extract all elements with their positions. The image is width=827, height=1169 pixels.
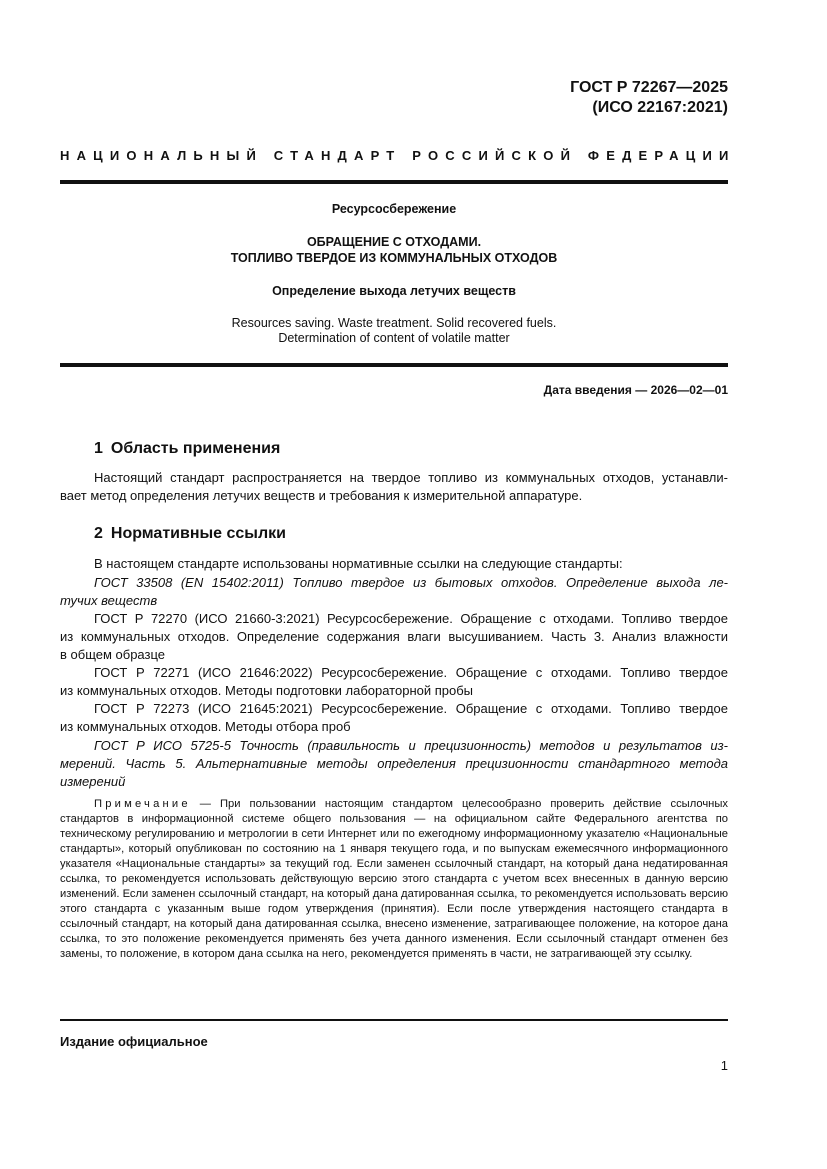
page-number: 1 xyxy=(720,1058,728,1073)
section-1-line2: вает метод определения летучих веществ и требования к измерительной аппаратуре. xyxy=(60,488,583,503)
title-english xyxy=(60,316,728,346)
reference-line: ГОСТ Р 72270 (ИСО 21660-3:2021) Ресурсосбережение. Обращение с отходами. Топливо твердое xyxy=(94,611,728,626)
reference-line: мерений. Часть 5. Альтернативные методы определения прецизионности стандартного метода xyxy=(60,756,728,771)
title-main-line2: ТОПЛИВО ТВЕРДОЕ ИЗ КОММУНАЛЬНЫХ ОТХОДОВ xyxy=(230,251,558,265)
title-subtitle: Определение выхода летучих веществ xyxy=(272,284,516,298)
title-english-line1: Resources saving. Waste treatment. Solid recovered fuels. xyxy=(231,316,557,330)
designation-gost: ГОСТ Р 72267—2025 xyxy=(570,79,728,96)
title-rule xyxy=(60,363,728,367)
reference-item xyxy=(60,574,728,610)
reference-line: в общем образце xyxy=(60,647,166,662)
section-2-number: 2 xyxy=(94,525,103,542)
section-1-line1: Настоящий стандарт распространяется на твердое топливо из коммунальных отходов, устанавли- xyxy=(94,470,728,485)
reference-line: ГОСТ Р 72271 (ИСО 21646:2022) Ресурсосбережение. Обращение с отходами. Топливо твердое xyxy=(94,665,728,680)
introduction-date: Дата введения — 2026—02—01 xyxy=(543,383,728,397)
note-label: Примечание xyxy=(94,798,191,810)
reference-line: из коммунальных отходов. Определение содержания влаги высушиванием. Часть 3. Анализ влажности xyxy=(60,629,728,644)
section-1-title: Область применения xyxy=(110,440,281,457)
section-1-number: 1 xyxy=(94,440,103,457)
designation-iso: (ИСО 22167:2021) xyxy=(592,99,728,116)
reference-line: ГОСТ Р 72273 (ИСО 21645:2021) Ресурсосбережение. Обращение с отходами. Топливо твердое xyxy=(94,701,728,716)
reference-line: тучих веществ xyxy=(60,593,158,608)
section-1-heading xyxy=(94,440,280,458)
official-edition-label: Издание официальное xyxy=(60,1034,208,1049)
section-2-intro: В настоящем стандарте использованы нормативные ссылки на следующие стандарты: xyxy=(94,556,623,571)
reference-item xyxy=(60,737,728,791)
note-text: — При пользовании настоящим стандартом целесообразно проверить действие ссылочных стандартов в информационной системе общего пользования — на официальном сайте Федерального агентства по техническому регулированию и метрологии в сети Интернет или по ежегодному информационному указателю «Национальные стандарты», который опубликован по состоянию на 1 января текущего года, и по выпускам ежемесячного информационного указателя «Национальные стандарты» за текущий год. Если заменен ссылочный стандарт, на который дана недатированная ссылка, то рекомендуется использовать действующую версию этого стандарта с учетом всех внесенных в данную версию изменений. Если заменен ссылочный стандарт, на который дана датированная ссылка, то рекомендуется использовать версию этого стандарта с указанным выше годом утверждения (принятия). Если после утверждения настоящего стандарта в ссылочный стандарт, на который дана датированная ссылка, внесено изменение, затрагивающее положение, на которое дана ссылка, то это положение рекомендуется применять без учета данного изменения. Если ссылочный стандарт отменен без замены, то положение, в котором дана ссылка на него, рекомендуется применять в части, не затрагивающей эту ссылку. xyxy=(60,798,728,960)
footer-rule xyxy=(60,1019,728,1021)
section-1-paragraph xyxy=(60,469,728,505)
note-paragraph xyxy=(60,797,728,962)
reference-item xyxy=(60,664,728,700)
title-main xyxy=(60,234,728,266)
reference-line: измерений xyxy=(60,774,126,789)
header-rule xyxy=(60,180,728,184)
title-series: Ресурсосбережение xyxy=(331,202,457,216)
reference-item xyxy=(60,610,728,664)
reference-item xyxy=(60,700,728,736)
national-standard-title: НАЦИОНАЛЬНЫЙ СТАНДАРТ РОССИЙСКОЙ ФЕДЕРАЦИИ xyxy=(60,148,736,163)
reference-line: ГОСТ Р ИСО 5725-5 Точность (правильность и прецизионность) методов и результатов из- xyxy=(94,738,728,753)
section-2-heading xyxy=(94,525,286,543)
reference-line: из коммунальных отходов. Методы отбора проб xyxy=(60,719,351,734)
title-english-line2: Determination of content of volatile matter xyxy=(278,331,510,345)
reference-line: из коммунальных отходов. Методы подготовки лабораторной пробы xyxy=(60,683,474,698)
section-2-title: Нормативные ссылки xyxy=(110,525,286,542)
reference-line: ГОСТ 33508 (EN 15402:2011) Топливо твердое из бытовых отходов. Определение выхода ле- xyxy=(94,575,728,590)
standard-designation xyxy=(570,78,728,118)
title-main-line1: ОБРАЩЕНИЕ С ОТХОДАМИ. xyxy=(306,235,482,249)
